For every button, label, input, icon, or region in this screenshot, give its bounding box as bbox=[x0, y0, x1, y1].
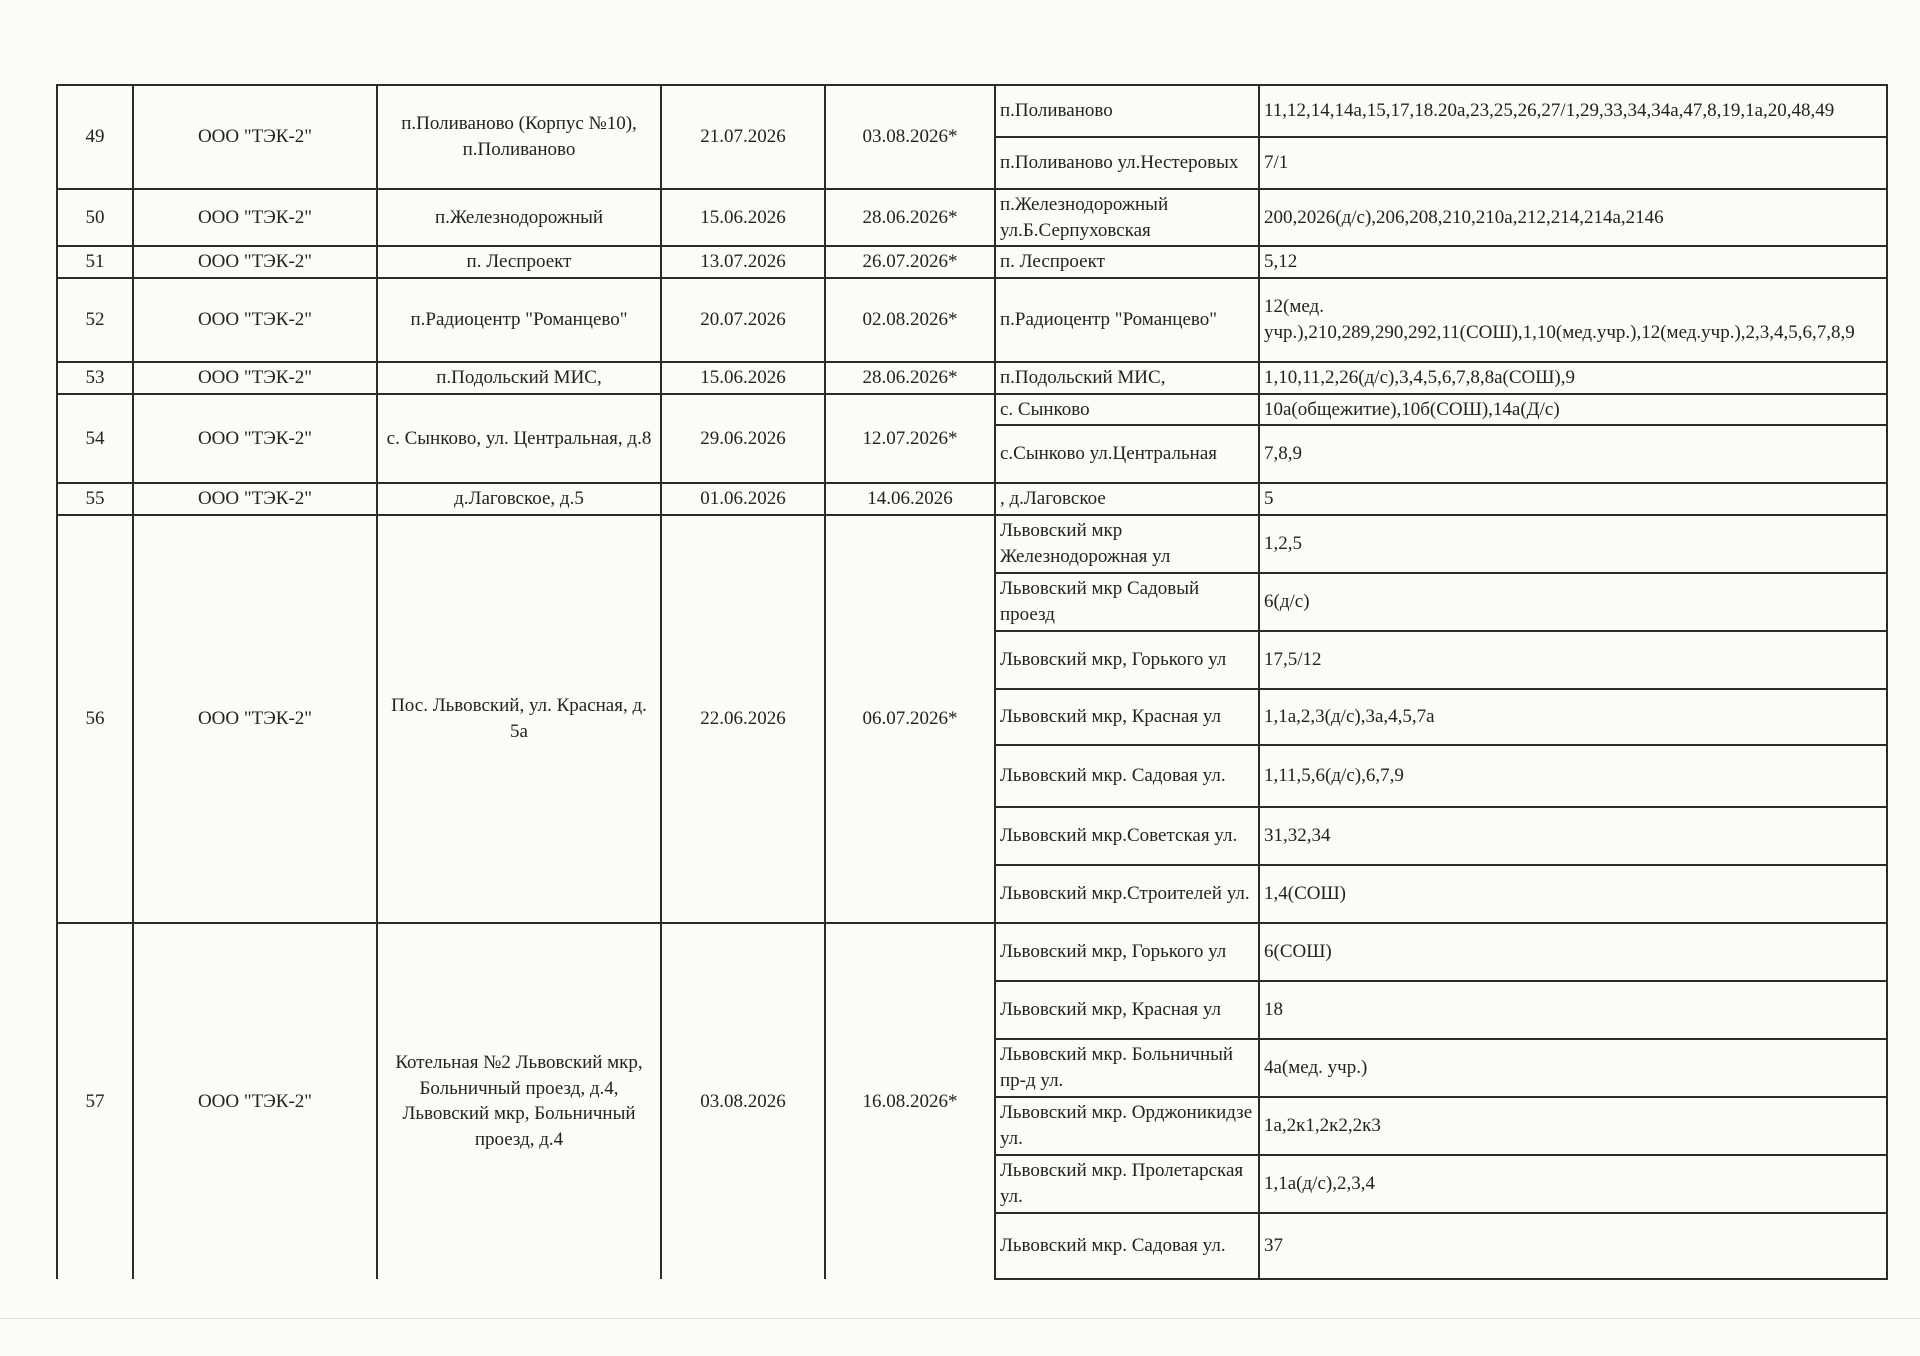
organization-cell: ООО "ТЭК-2" bbox=[133, 85, 377, 189]
house-numbers-cell: 1,1а,2,3(д/с),3а,4,5,7а bbox=[1259, 689, 1887, 745]
address-cell: Львовский мкр.Строителей ул. bbox=[995, 865, 1259, 923]
house-numbers-cell: 1а,2к1,2к2,2к3 bbox=[1259, 1097, 1887, 1155]
end-date-cell: 12.07.2026* bbox=[825, 394, 995, 484]
address-cell: , д.Лаговское bbox=[995, 483, 1259, 515]
start-date-cell: 13.07.2026 bbox=[661, 246, 825, 278]
address-cell: п.Подольский МИС, bbox=[995, 362, 1259, 394]
row-number-cell: 57 bbox=[57, 923, 133, 1279]
house-numbers-cell: 1,4(СОШ) bbox=[1259, 865, 1887, 923]
table-row bbox=[57, 278, 1887, 362]
house-numbers-cell: 10а(общежитие),10б(СОШ),14а(Д/с) bbox=[1259, 394, 1887, 426]
table-row bbox=[57, 362, 1887, 394]
start-date-cell: 29.06.2026 bbox=[661, 394, 825, 484]
house-numbers-cell: 7/1 bbox=[1259, 137, 1887, 189]
address-cell: Львовский мкр, Горького ул bbox=[995, 923, 1259, 981]
start-date-cell: 03.08.2026 bbox=[661, 923, 825, 1279]
address-cell: Львовский мкр. Больничный пр-д ул. bbox=[995, 1039, 1259, 1097]
organization-cell: ООО "ТЭК-2" bbox=[133, 923, 377, 1279]
address-cell: п.Поливаново bbox=[995, 85, 1259, 137]
start-date-cell: 22.06.2026 bbox=[661, 515, 825, 923]
organization-cell: ООО "ТЭК-2" bbox=[133, 515, 377, 923]
house-numbers-cell: 18 bbox=[1259, 981, 1887, 1039]
row-number-cell: 49 bbox=[57, 85, 133, 189]
start-date-cell: 15.06.2026 bbox=[661, 189, 825, 246]
address-cell: Львовский мкр, Красная ул bbox=[995, 981, 1259, 1039]
house-numbers-cell: 1,2,5 bbox=[1259, 515, 1887, 573]
address-cell: п.Поливаново ул.Нестеровых bbox=[995, 137, 1259, 189]
organization-cell: ООО "ТЭК-2" bbox=[133, 394, 377, 484]
house-numbers-cell: 200,2026(д/с),206,208,210,210а,212,214,214а,2146 bbox=[1259, 189, 1887, 246]
heat-source-cell: д.Лаговское, д.5 bbox=[377, 483, 661, 515]
address-cell: Львовский мкр Садовый проезд bbox=[995, 573, 1259, 631]
row-number-cell: 50 bbox=[57, 189, 133, 246]
heat-source-cell: п.Поливаново (Корпус №10), п.Поливаново bbox=[377, 85, 661, 189]
table-row bbox=[57, 85, 1887, 137]
row-number-cell: 51 bbox=[57, 246, 133, 278]
outage-schedule-table bbox=[56, 84, 1888, 1280]
start-date-cell: 21.07.2026 bbox=[661, 85, 825, 189]
heat-source-cell: п. Леспроект bbox=[377, 246, 661, 278]
end-date-cell: 26.07.2026* bbox=[825, 246, 995, 278]
address-cell: Львовский мкр. Пролетарская ул. bbox=[995, 1155, 1259, 1213]
house-numbers-cell: 7,8,9 bbox=[1259, 425, 1887, 483]
row-number-cell: 53 bbox=[57, 362, 133, 394]
address-cell: с. Сынково bbox=[995, 394, 1259, 426]
address-cell: с.Сынково ул.Центральная bbox=[995, 425, 1259, 483]
end-date-cell: 28.06.2026* bbox=[825, 189, 995, 246]
organization-cell: ООО "ТЭК-2" bbox=[133, 189, 377, 246]
heat-source-cell: п.Радиоцентр "Романцево" bbox=[377, 278, 661, 362]
address-cell: Львовский мкр, Горького ул bbox=[995, 631, 1259, 689]
heat-source-cell: п.Железнодорожный bbox=[377, 189, 661, 246]
table-row bbox=[57, 394, 1887, 426]
house-numbers-cell: 17,5/12 bbox=[1259, 631, 1887, 689]
house-numbers-cell: 1,11,5,6(д/с),6,7,9 bbox=[1259, 745, 1887, 807]
start-date-cell: 15.06.2026 bbox=[661, 362, 825, 394]
page-edge-line bbox=[0, 1318, 1920, 1319]
end-date-cell: 03.08.2026* bbox=[825, 85, 995, 189]
house-numbers-cell: 31,32,34 bbox=[1259, 807, 1887, 865]
address-cell: п.Радиоцентр "Романцево" bbox=[995, 278, 1259, 362]
house-numbers-cell: 6(д/с) bbox=[1259, 573, 1887, 631]
address-cell: Львовский мкр.Советская ул. bbox=[995, 807, 1259, 865]
end-date-cell: 02.08.2026* bbox=[825, 278, 995, 362]
table-row bbox=[57, 483, 1887, 515]
address-cell: п.Железнодорожный ул.Б.Серпуховская bbox=[995, 189, 1259, 246]
heat-source-cell: Пос. Львовский, ул. Красная, д. 5а bbox=[377, 515, 661, 923]
house-numbers-cell: 1,10,11,2,26(д/с),3,4,5,6,7,8,8а(СОШ),9 bbox=[1259, 362, 1887, 394]
end-date-cell: 16.08.2026* bbox=[825, 923, 995, 1279]
organization-cell: ООО "ТЭК-2" bbox=[133, 483, 377, 515]
address-cell: Львовский мкр. Садовая ул. bbox=[995, 1213, 1259, 1279]
address-cell: п. Леспроект bbox=[995, 246, 1259, 278]
row-number-cell: 56 bbox=[57, 515, 133, 923]
start-date-cell: 20.07.2026 bbox=[661, 278, 825, 362]
table-row bbox=[57, 246, 1887, 278]
house-numbers-cell: 6(СОШ) bbox=[1259, 923, 1887, 981]
house-numbers-cell: 5 bbox=[1259, 483, 1887, 515]
address-cell: Львовский мкр. Садовая ул. bbox=[995, 745, 1259, 807]
start-date-cell: 01.06.2026 bbox=[661, 483, 825, 515]
address-cell: Львовский мкр Железнодорожная ул bbox=[995, 515, 1259, 573]
table-row bbox=[57, 189, 1887, 246]
organization-cell: ООО "ТЭК-2" bbox=[133, 246, 377, 278]
organization-cell: ООО "ТЭК-2" bbox=[133, 362, 377, 394]
house-numbers-cell: 37 bbox=[1259, 1213, 1887, 1279]
house-numbers-cell: 11,12,14,14а,15,17,18.20а,23,25,26,27/1,29,33,34,34а,47,8,19,1а,20,48,49 bbox=[1259, 85, 1887, 137]
heat-source-cell: с. Сынково, ул. Центральная, д.8 bbox=[377, 394, 661, 484]
end-date-cell: 14.06.2026 bbox=[825, 483, 995, 515]
row-number-cell: 55 bbox=[57, 483, 133, 515]
house-numbers-cell: 4а(мед. учр.) bbox=[1259, 1039, 1887, 1097]
row-number-cell: 54 bbox=[57, 394, 133, 484]
row-number-cell: 52 bbox=[57, 278, 133, 362]
address-cell: Львовский мкр, Красная ул bbox=[995, 689, 1259, 745]
heat-source-cell: Котельная №2 Львовский мкр, Больничный проезд, д.4, Львовский мкр, Больничный проезд, д.4 bbox=[377, 923, 661, 1279]
house-numbers-cell: 5,12 bbox=[1259, 246, 1887, 278]
organization-cell: ООО "ТЭК-2" bbox=[133, 278, 377, 362]
end-date-cell: 06.07.2026* bbox=[825, 515, 995, 923]
table-row bbox=[57, 923, 1887, 981]
house-numbers-cell: 1,1а(д/с),2,3,4 bbox=[1259, 1155, 1887, 1213]
heat-source-cell: п.Подольский МИС, bbox=[377, 362, 661, 394]
end-date-cell: 28.06.2026* bbox=[825, 362, 995, 394]
house-numbers-cell: 12(мед. учр.),210,289,290,292,11(СОШ),1,10(мед.учр.),12(мед.учр.),2,3,4,5,6,7,8,9 bbox=[1259, 278, 1887, 362]
table-row bbox=[57, 515, 1887, 573]
address-cell: Львовский мкр. Орджоникидзе ул. bbox=[995, 1097, 1259, 1155]
